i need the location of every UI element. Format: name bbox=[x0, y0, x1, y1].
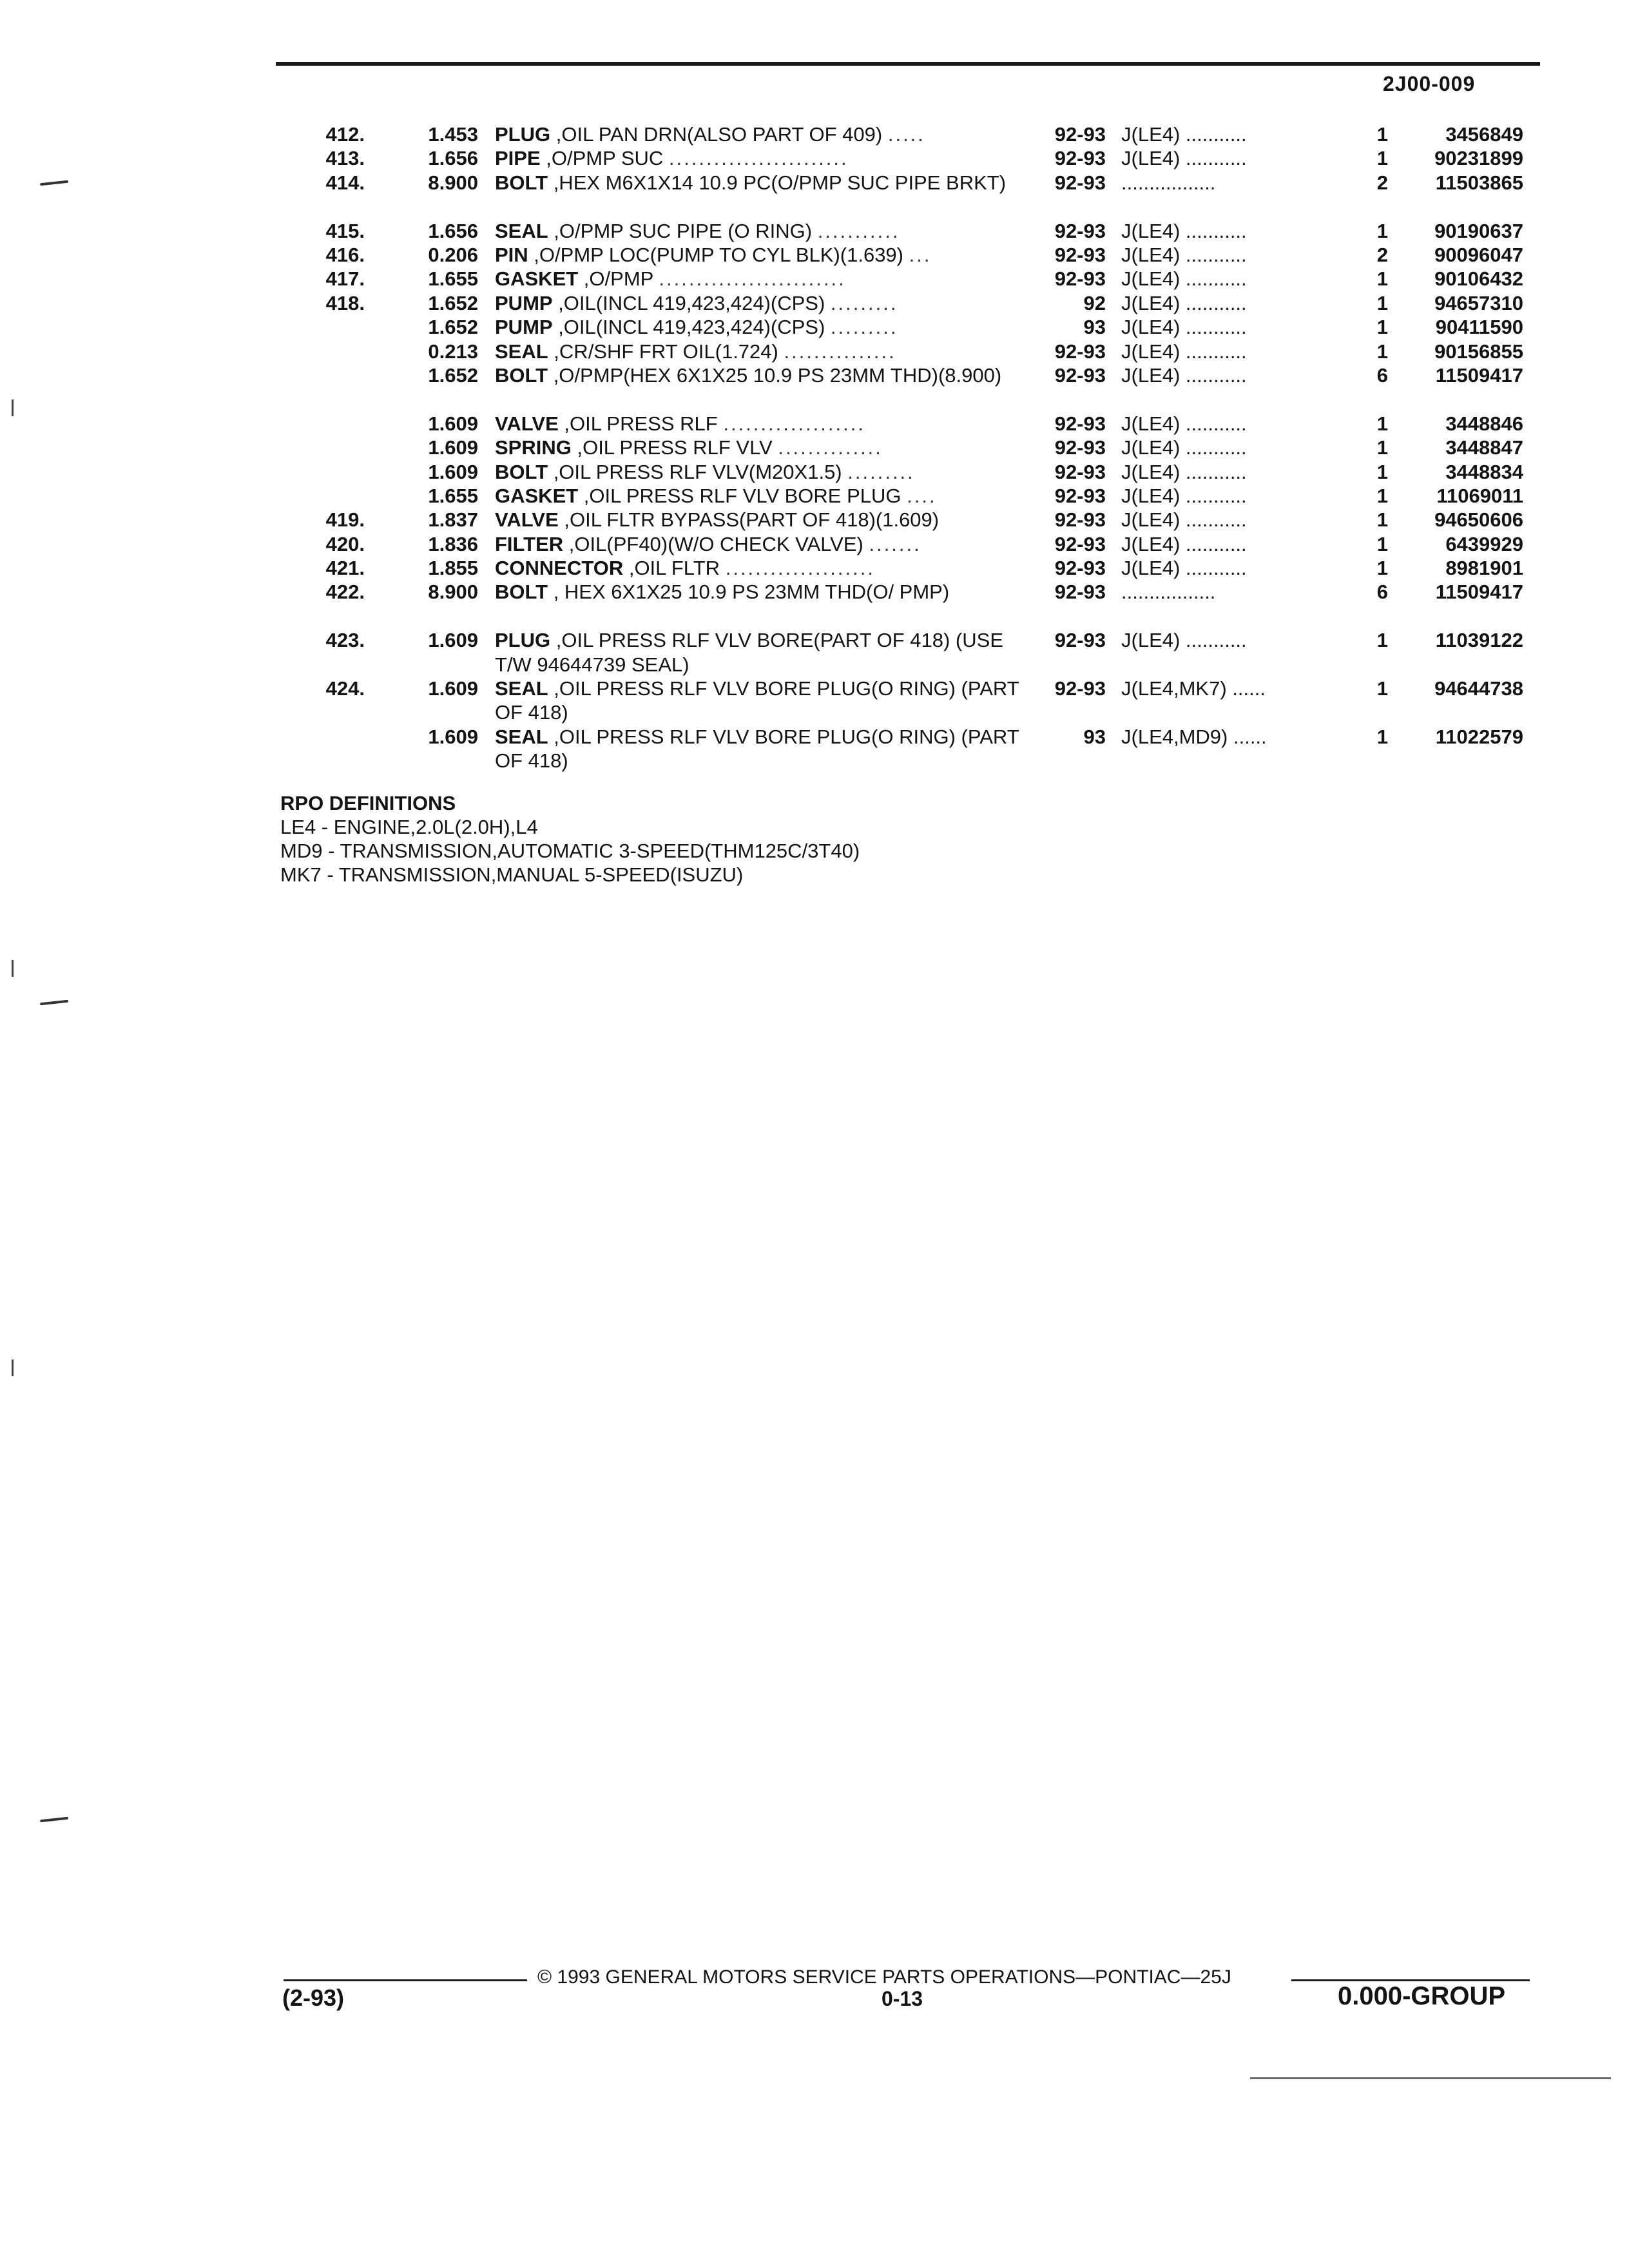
part-row bbox=[0, 556, 1629, 580]
part-number: 90411590 bbox=[1435, 316, 1523, 339]
part-row bbox=[0, 436, 1629, 459]
quantity: 1 bbox=[1376, 267, 1388, 291]
part-number: 94657310 bbox=[1434, 291, 1523, 314]
group-number: 1.652 bbox=[428, 363, 478, 387]
part-row bbox=[0, 171, 1629, 219]
engine-code: J(LE4) ........... bbox=[1121, 267, 1247, 291]
group-number: 8.900 bbox=[428, 581, 478, 604]
model-years: 92-93 bbox=[1054, 436, 1106, 459]
scan-mark bbox=[40, 1000, 68, 1006]
engine-code: J(LE4) ........... bbox=[1121, 557, 1247, 580]
engine-code: J(LE4) ........... bbox=[1121, 243, 1247, 266]
quantity: 1 bbox=[1376, 532, 1388, 555]
dot-leader: ......... bbox=[847, 460, 915, 483]
ref-number: 417. bbox=[325, 267, 365, 291]
part-name: SEAL bbox=[495, 219, 548, 242]
quantity: 1 bbox=[1376, 340, 1388, 363]
ref-number: 418. bbox=[325, 291, 365, 314]
dot-leader: ......... bbox=[830, 316, 898, 339]
part-detail: ,OIL(PF40)(W/O CHECK VALVE) bbox=[563, 532, 863, 555]
quantity: 2 bbox=[1376, 171, 1388, 194]
quantity: 1 bbox=[1376, 508, 1388, 532]
rpo-definitions bbox=[280, 791, 860, 887]
part-detail: ,O/PMP SUC PIPE (O RING) bbox=[548, 219, 813, 242]
copyright-line: © 1993 GENERAL MOTORS SERVICE PARTS OPERATIONS—PONTIAC—25J bbox=[537, 1966, 1231, 1988]
rpo-heading: RPO DEFINITIONS bbox=[280, 792, 456, 814]
engine-code: J(LE4) ........... bbox=[1121, 219, 1247, 242]
group-number: 1.836 bbox=[428, 532, 478, 555]
model-years: 92-93 bbox=[1054, 340, 1106, 363]
part-description bbox=[495, 508, 1023, 532]
ref-number: 423. bbox=[325, 629, 365, 652]
model-years: 92-93 bbox=[1054, 267, 1106, 291]
group-number: 1.609 bbox=[428, 412, 478, 435]
part-row bbox=[0, 315, 1629, 339]
quantity: 1 bbox=[1376, 484, 1388, 507]
part-name: BOLT bbox=[495, 581, 548, 604]
part-name: VALVE bbox=[495, 412, 559, 435]
ref-number: 419. bbox=[325, 508, 365, 532]
model-years: 92-93 bbox=[1054, 677, 1106, 700]
part-row bbox=[0, 291, 1629, 315]
quantity: 1 bbox=[1376, 123, 1388, 146]
part-row bbox=[0, 484, 1629, 508]
group-number: 1.655 bbox=[428, 484, 478, 507]
part-description bbox=[495, 219, 1023, 243]
group-number: 1.652 bbox=[428, 291, 478, 314]
engine-code: J(LE4,MK7) ...... bbox=[1121, 677, 1266, 700]
part-number: 11509417 bbox=[1435, 581, 1523, 604]
part-detail: ,OIL PRESS RLF VLV BORE PLUG bbox=[578, 484, 901, 507]
quantity: 1 bbox=[1376, 147, 1388, 170]
part-detail: ,OIL FLTR BYPASS(PART OF 418)(1.609) bbox=[558, 508, 940, 532]
part-detail: ,OIL PRESS RLF VLV BORE PLUG(O RING) (PART OF 418) bbox=[495, 725, 1019, 773]
dot-leader: .............. bbox=[778, 436, 883, 459]
engine-code: J(LE4) ........... bbox=[1121, 484, 1247, 507]
model-years: 92-93 bbox=[1054, 508, 1106, 532]
model-years: 92-93 bbox=[1054, 219, 1106, 242]
engine-code: J(LE4) ........... bbox=[1121, 629, 1247, 652]
part-description bbox=[495, 436, 1023, 459]
quantity: 1 bbox=[1376, 460, 1388, 483]
page-id: 2J00-009 bbox=[1383, 72, 1476, 95]
part-description bbox=[495, 677, 1023, 725]
model-years: 92-93 bbox=[1054, 363, 1106, 387]
rpo-line: MK7 - TRANSMISSION,MANUAL 5-SPEED(ISUZU) bbox=[280, 863, 744, 886]
model-years: 92-93 bbox=[1054, 629, 1106, 652]
part-name: PLUG bbox=[495, 629, 551, 652]
group-number: 1.837 bbox=[428, 508, 478, 532]
rpo-line: LE4 - ENGINE,2.0L(2.0H),L4 bbox=[280, 816, 538, 838]
part-row bbox=[0, 219, 1629, 243]
footer-rule bbox=[284, 1979, 527, 1981]
engine-code: J(LE4) ........... bbox=[1121, 460, 1247, 483]
part-row bbox=[0, 340, 1629, 363]
part-row bbox=[0, 267, 1629, 291]
group-number: 8.900 bbox=[428, 171, 478, 194]
model-years: 92-93 bbox=[1054, 123, 1106, 146]
part-detail: ,O/PMP LOC(PUMP TO CYL BLK)(1.639) bbox=[528, 243, 903, 266]
model-years: 92-93 bbox=[1054, 557, 1106, 580]
dot-leader: ..... bbox=[887, 123, 925, 146]
dot-leader: ........................ bbox=[668, 147, 849, 170]
part-description bbox=[495, 628, 1023, 677]
part-number: 3448847 bbox=[1445, 436, 1523, 459]
part-detail: ,OIL FLTR bbox=[623, 557, 720, 580]
dot-leader: ....... bbox=[869, 532, 921, 555]
part-description bbox=[495, 363, 1023, 387]
header-rule bbox=[276, 62, 1540, 66]
model-years: 93 bbox=[1083, 725, 1106, 748]
part-detail: ,OIL PRESS RLF VLV(M20X1.5) bbox=[548, 460, 842, 483]
quantity: 1 bbox=[1376, 316, 1388, 339]
quantity: 1 bbox=[1376, 557, 1388, 580]
part-name: SPRING bbox=[495, 436, 572, 459]
engine-code: J(LE4) ........... bbox=[1121, 412, 1247, 435]
part-detail: ,OIL(INCL 419,423,424)(CPS) bbox=[552, 291, 825, 314]
part-number: 90190637 bbox=[1434, 219, 1523, 242]
part-description bbox=[495, 725, 1023, 773]
part-number: 11022579 bbox=[1435, 725, 1523, 748]
part-row bbox=[0, 460, 1629, 484]
model-years: 92-93 bbox=[1054, 581, 1106, 604]
engine-code: J(LE4) ........... bbox=[1121, 291, 1247, 314]
quantity: 1 bbox=[1376, 725, 1388, 748]
engine-code: J(LE4,MD9) ...... bbox=[1121, 725, 1267, 748]
part-detail: ,O/PMP SUC bbox=[540, 147, 664, 170]
model-years: 92 bbox=[1083, 291, 1106, 314]
part-detail: ,OIL PRESS RLF VLV BORE PLUG(O RING) (PART OF 418) bbox=[495, 677, 1019, 724]
part-number: 3448846 bbox=[1445, 412, 1523, 435]
part-name: SEAL bbox=[495, 340, 548, 363]
engine-code: J(LE4) ........... bbox=[1121, 436, 1247, 459]
part-name: SEAL bbox=[495, 725, 548, 748]
part-row bbox=[0, 146, 1629, 170]
part-description bbox=[495, 146, 1023, 170]
ref-number: 416. bbox=[325, 243, 365, 266]
engine-code: J(LE4) ........... bbox=[1121, 340, 1247, 363]
model-years: 92-93 bbox=[1054, 412, 1106, 435]
part-detail: ,CR/SHF FRT OIL(1.724) bbox=[548, 340, 778, 363]
dot-leader: ............... bbox=[784, 340, 896, 363]
part-detail: ,HEX M6X1X14 10.9 PC(O/PMP SUC PIPE BRKT) bbox=[548, 171, 1007, 194]
part-name: PIPE bbox=[495, 147, 541, 170]
engine-code: J(LE4) ........... bbox=[1121, 508, 1247, 532]
engine-code: ................. bbox=[1121, 171, 1216, 194]
group-number: 1.652 bbox=[428, 316, 478, 339]
part-row bbox=[0, 508, 1629, 532]
model-years: 92-93 bbox=[1054, 484, 1106, 507]
model-years: 92-93 bbox=[1054, 532, 1106, 555]
part-detail: ,OIL PRESS RLF VLV bbox=[571, 436, 773, 459]
part-description bbox=[495, 291, 1023, 315]
quantity: 6 bbox=[1376, 581, 1388, 604]
quantity: 1 bbox=[1376, 412, 1388, 435]
group-number: 1.656 bbox=[428, 147, 478, 170]
engine-code: ................. bbox=[1121, 581, 1216, 604]
part-description bbox=[495, 122, 1023, 146]
dot-leader: .................... bbox=[725, 557, 875, 580]
dot-leader: .... bbox=[907, 484, 937, 507]
part-detail: ,O/PMP bbox=[578, 267, 653, 291]
ref-number: 412. bbox=[325, 123, 365, 146]
group-label: 0.000-GROUP bbox=[1338, 1982, 1506, 2010]
parts-list bbox=[0, 122, 1629, 773]
part-number: 11509417 bbox=[1435, 363, 1523, 387]
part-name: BOLT bbox=[495, 363, 548, 387]
group-number: 1.453 bbox=[428, 123, 478, 146]
part-number: 90231899 bbox=[1434, 147, 1523, 170]
quantity: 1 bbox=[1376, 291, 1388, 314]
group-number: 1.609 bbox=[428, 725, 478, 748]
quantity: 1 bbox=[1376, 677, 1388, 700]
engine-code: J(LE4) ........... bbox=[1121, 316, 1247, 339]
dot-leader: ... bbox=[909, 243, 932, 266]
dot-leader: ................... bbox=[723, 412, 865, 435]
part-detail: , HEX 6X1X25 10.9 PS 23MM THD(O/ PMP) bbox=[548, 581, 950, 604]
part-description bbox=[495, 267, 1023, 291]
model-years: 92-93 bbox=[1054, 147, 1106, 170]
quantity: 1 bbox=[1376, 436, 1388, 459]
part-row bbox=[0, 725, 1629, 773]
part-number: 94644738 bbox=[1434, 677, 1523, 700]
engine-code: J(LE4) ........... bbox=[1121, 363, 1247, 387]
part-name: BOLT bbox=[495, 171, 548, 194]
scan-mark bbox=[12, 960, 14, 977]
part-number: 90096047 bbox=[1434, 243, 1523, 266]
part-description bbox=[495, 580, 1023, 604]
footer-rule bbox=[1291, 1979, 1530, 1981]
group-number: 1.656 bbox=[428, 219, 478, 242]
part-row bbox=[0, 628, 1629, 677]
part-number: 3448834 bbox=[1445, 460, 1523, 483]
part-name: FILTER bbox=[495, 532, 564, 555]
part-description bbox=[495, 556, 1023, 580]
group-number: 1.609 bbox=[428, 460, 478, 483]
part-number: 11503865 bbox=[1435, 171, 1523, 194]
group-number: 1.609 bbox=[428, 629, 478, 652]
ref-number: 422. bbox=[325, 581, 365, 604]
part-detail: ,O/PMP(HEX 6X1X25 10.9 PS 23MM THD)(8.900) bbox=[548, 363, 1002, 387]
part-row bbox=[0, 580, 1629, 628]
part-description bbox=[495, 340, 1023, 363]
ref-number: 424. bbox=[325, 677, 365, 700]
part-name: CONNECTOR bbox=[495, 557, 624, 580]
part-name: PUMP bbox=[495, 316, 553, 339]
part-number: 3456849 bbox=[1445, 123, 1523, 146]
group-number: 1.609 bbox=[428, 677, 478, 700]
part-detail: ,OIL PRESS RLF VLV BORE(PART OF 418) (USE T/W 94644739 SEAL) bbox=[495, 629, 1003, 676]
bottom-rule bbox=[1250, 2077, 1611, 2079]
part-detail: ,OIL(INCL 419,423,424)(CPS) bbox=[552, 316, 825, 339]
model-years: 92-93 bbox=[1054, 171, 1106, 194]
ref-number: 414. bbox=[325, 171, 365, 194]
group-number: 1.609 bbox=[428, 436, 478, 459]
part-description bbox=[495, 460, 1023, 484]
part-name: BOLT bbox=[495, 460, 548, 483]
group-number: 0.213 bbox=[428, 340, 478, 363]
model-years: 93 bbox=[1083, 316, 1106, 339]
part-number: 90156855 bbox=[1434, 340, 1523, 363]
part-row bbox=[0, 122, 1629, 146]
part-description bbox=[495, 243, 1023, 267]
part-description bbox=[495, 532, 1023, 556]
rpo-line: MD9 - TRANSMISSION,AUTOMATIC 3-SPEED(THM125C/3T40) bbox=[280, 840, 860, 862]
part-description bbox=[495, 412, 1023, 436]
quantity: 2 bbox=[1376, 243, 1388, 266]
part-row bbox=[0, 532, 1629, 556]
model-years: 92-93 bbox=[1054, 460, 1106, 483]
part-description bbox=[495, 484, 1023, 508]
ref-number: 420. bbox=[325, 532, 365, 555]
ref-number: 415. bbox=[325, 219, 365, 242]
engine-code: J(LE4) ........... bbox=[1121, 147, 1247, 170]
part-detail: ,OIL PRESS RLF bbox=[558, 412, 718, 435]
model-years: 92-93 bbox=[1054, 243, 1106, 266]
part-name: SEAL bbox=[495, 677, 548, 700]
part-name: PLUG bbox=[495, 123, 551, 146]
revision-date: (2-93) bbox=[282, 1984, 345, 2011]
scan-mark bbox=[12, 1360, 14, 1376]
dot-leader: ......... bbox=[830, 291, 898, 314]
quantity: 1 bbox=[1376, 219, 1388, 242]
part-description bbox=[495, 315, 1023, 339]
part-name: VALVE bbox=[495, 508, 559, 532]
part-name: GASKET bbox=[495, 267, 579, 291]
part-number: 11069011 bbox=[1436, 484, 1523, 507]
group-number: 1.855 bbox=[428, 557, 478, 580]
dot-leader: ........... bbox=[817, 219, 900, 242]
part-row bbox=[0, 412, 1629, 436]
part-detail: ,OIL PAN DRN(ALSO PART OF 409) bbox=[550, 123, 883, 146]
page-number: 0-13 bbox=[882, 1987, 923, 2010]
ref-number: 413. bbox=[325, 147, 365, 170]
part-number: 90106432 bbox=[1434, 267, 1523, 291]
part-name: PUMP bbox=[495, 291, 553, 314]
ref-number: 421. bbox=[325, 557, 365, 580]
part-row bbox=[0, 677, 1629, 725]
dot-leader: ......................... bbox=[659, 267, 846, 291]
part-number: 11039122 bbox=[1435, 629, 1523, 652]
part-description bbox=[495, 171, 1023, 195]
group-number: 1.655 bbox=[428, 267, 478, 291]
group-number: 0.206 bbox=[428, 243, 478, 266]
part-name: GASKET bbox=[495, 484, 579, 507]
engine-code: J(LE4) ........... bbox=[1121, 532, 1247, 555]
part-number: 6439929 bbox=[1445, 532, 1523, 555]
part-row bbox=[0, 363, 1629, 412]
part-number: 94650606 bbox=[1434, 508, 1523, 532]
part-name: PIN bbox=[495, 243, 528, 266]
engine-code: J(LE4) ........... bbox=[1121, 123, 1247, 146]
quantity: 6 bbox=[1376, 363, 1388, 387]
part-number: 8981901 bbox=[1445, 557, 1523, 580]
quantity: 1 bbox=[1376, 629, 1388, 652]
scan-mark bbox=[40, 1817, 68, 1823]
part-row bbox=[0, 243, 1629, 267]
